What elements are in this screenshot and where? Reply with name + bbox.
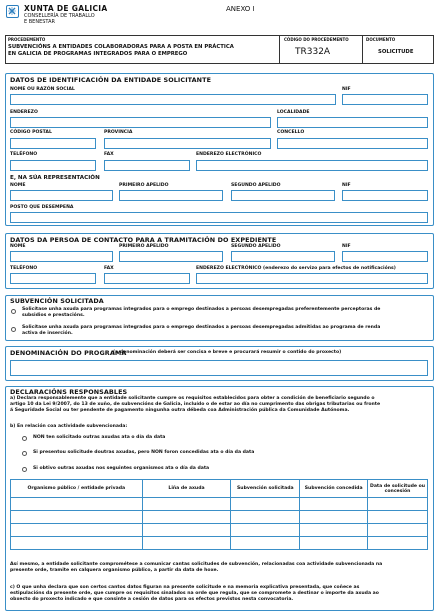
b-option-2-radio[interactable] xyxy=(22,451,27,456)
xunta-logo xyxy=(6,5,19,18)
locality-field[interactable] xyxy=(277,117,428,128)
contact-surname2-label: SEGUNDO APELIDO xyxy=(231,244,281,249)
b-option-2-text: Si presentou solicitude doutras axudas, pero NON foron concedidas ata o día da data xyxy=(33,450,255,455)
fax-field[interactable] xyxy=(104,160,190,171)
address-label: ENDEREZO xyxy=(10,110,38,115)
applicant-nif-label: NIF xyxy=(342,87,351,92)
procedure-code: TR332A xyxy=(295,47,331,57)
b-option-3-text: Si obtivo outras axudas nos seguintes organismos ata o día da data xyxy=(33,466,210,471)
postal-code-label: CÓDIGO POSTAL xyxy=(10,130,52,135)
contact-email-label: ENDEREZO ELECTRÓNICO (enderezo do servizo para efectos de notificacións) xyxy=(196,266,396,271)
annex-label: ANEXO I xyxy=(226,5,255,13)
declaration-commit-line2: presente orde, tramite en calquera organismo público, a partir da data de hoxe. xyxy=(10,568,219,573)
procedure-code-label: CÓDIGO DO PROCEDEMENTO xyxy=(284,37,349,42)
province-label: PROVINCIA xyxy=(104,130,133,135)
address-field[interactable] xyxy=(10,117,271,128)
document-type: SOLICITUDE xyxy=(378,49,414,55)
declaration-c-line1: c) O que unha declara que son certos cantos datos figuran na presente solicitude e na memoria explicativa presentada, que coñece as xyxy=(10,585,360,590)
subsidy-option-1-line2: subsidios e prestacións. xyxy=(22,313,85,318)
contact-phone-label: TELÉFONO xyxy=(10,266,38,271)
contact-nif-field[interactable] xyxy=(342,251,428,262)
rep-surname1-label: PRIMEIRO APELIDO xyxy=(119,183,169,188)
rep-surname2-label: SEGUNDO APELIDO xyxy=(231,183,281,188)
rep-name-field[interactable] xyxy=(10,190,113,201)
rep-position-field[interactable] xyxy=(10,212,428,223)
b-option-1-text: NON ten solicitado outras axudas ata o día da data xyxy=(33,435,166,440)
contact-title: DATOS DA PERSOA DE CONTACTO PARA A TRAMITACIÓN DO EXPEDIENTE xyxy=(10,236,277,244)
contact-surname1-field[interactable] xyxy=(119,251,223,262)
table-row[interactable] xyxy=(11,498,428,511)
contact-fax-label: FAX xyxy=(104,266,114,271)
procedure-title-2: EN GALICIA DE PROGRAMAS INTEGRADOS PARA O EMPREGO xyxy=(8,51,188,57)
procedure-title-1: SUBVENCIÓNS A ENTIDADES COLABORADORAS PARA A POSTA EN PRÁCTICA xyxy=(8,44,234,50)
col-aid-line: Liña de axuda xyxy=(142,480,231,498)
contact-name-field[interactable] xyxy=(10,251,113,262)
subsidy-option-1-radio[interactable] xyxy=(11,309,16,314)
subsidy-option-2-radio[interactable] xyxy=(11,327,16,332)
dept-line-1: CONSELLERÍA DE TRABALLO xyxy=(24,13,95,19)
table-row[interactable] xyxy=(11,537,428,550)
declaration-c-line2: estipulacións da presente orde, que cumpre os requisitos sinalados na orde que regula, que se compromete a destinar o importe da axuda ao xyxy=(10,591,379,596)
declaration-b-intro: b) En relación coa actividade subvencionada: xyxy=(10,424,128,429)
council-field[interactable] xyxy=(277,138,428,149)
declarations-title: DECLARACIÓNS RESPONSABLES xyxy=(10,388,128,396)
province-field[interactable] xyxy=(104,138,271,149)
subsidy-title: SUBVENCIÓN SOLICITADA xyxy=(10,297,104,305)
applicant-name-label: NOME OU RAZÓN SOCIAL xyxy=(10,87,75,92)
rep-nif-label: NIF xyxy=(342,183,351,188)
postal-code-field[interactable] xyxy=(10,138,96,149)
contact-email-field[interactable] xyxy=(196,273,428,284)
contact-nif-label: NIF xyxy=(342,244,351,249)
contact-fax-field[interactable] xyxy=(104,273,190,284)
applicant-name-field[interactable] xyxy=(10,94,336,105)
other-aid-table-header xyxy=(11,480,428,498)
org-name: XUNTA DE GALICIA xyxy=(24,4,108,13)
email-label: ENDEREZO ELECTRÓNICO xyxy=(196,152,262,157)
declaration-c-line3: obxecto do proxecto indicado e que consinte a cesión de datos para os efectos previstos nesta convocatoria. xyxy=(10,597,294,602)
contact-surname2-field[interactable] xyxy=(231,251,335,262)
subsidy-option-2-line2: activa de inserción. xyxy=(22,331,73,336)
email-field[interactable] xyxy=(196,160,428,171)
b-option-1-radio[interactable] xyxy=(22,436,27,441)
subsidy-option-1-line1: Solicítase unha axuda para programas integrados para o emprego destinados a persoas desempregadas preferentemente perceptoras de xyxy=(22,307,381,312)
applicant-nif-field[interactable] xyxy=(342,94,428,105)
applicant-title: DATOS DE IDENTIFICACIÓN DA ENTIDADE SOLICITANTE xyxy=(10,76,212,84)
rep-surname2-field[interactable] xyxy=(231,190,335,201)
contact-surname1-label: PRIMEIRO APELIDO xyxy=(119,244,169,249)
program-title: DENOMINACIÓN DO PROGRAMA xyxy=(10,349,127,357)
col-date: Data de solicitude ou concesión xyxy=(368,480,428,498)
declaration-a-line2: artigo 10 da Lei 9/2007, do 13 de xuño, de subvencións de Galicia, incluído o de estar ao día no cumprimento das obrigas tributarias ou fronte xyxy=(10,402,381,407)
declaration-commit-line1: Así mesmo, a entidade solicitante comprométese a comunicar cantas solicitudes de subvención, relacionadas coa actividade subvencionada na xyxy=(10,562,383,567)
contact-name-label: NOME xyxy=(10,244,26,249)
representative-title: E, NA SÚA REPRESENTACIÓN xyxy=(10,175,100,181)
other-aid-table xyxy=(10,479,428,550)
col-granted: Subvención concedida xyxy=(300,480,368,498)
col-requested: Subvención solicitada xyxy=(231,480,300,498)
locality-label: LOCALIDADE xyxy=(277,110,310,115)
fax-label: FAX xyxy=(104,152,114,157)
table-row[interactable] xyxy=(11,511,428,524)
program-note: (a denominación deberá ser concisa e breve e procurará resumir o contido do proxecto) xyxy=(113,350,342,355)
dept-line-2: E BENESTAR xyxy=(24,19,55,25)
procedure-label: PROCEDEMENTO xyxy=(8,37,46,42)
b-option-3-radio[interactable] xyxy=(22,467,27,472)
contact-phone-field[interactable] xyxy=(10,273,96,284)
rep-position-label: POSTO QUE DESEMPEÑA xyxy=(10,205,74,210)
phone-label: TELÉFONO xyxy=(10,152,38,157)
procedure-divider-1 xyxy=(279,35,280,64)
procedure-divider-2 xyxy=(362,35,363,64)
council-label: CONCELLO xyxy=(277,130,305,135)
rep-nif-field[interactable] xyxy=(342,190,428,201)
document-label: DOCUMENTO xyxy=(366,37,396,42)
table-row[interactable] xyxy=(11,524,428,537)
phone-field[interactable] xyxy=(10,160,96,171)
rep-surname1-field[interactable] xyxy=(119,190,223,201)
declaration-a-line1: a) Declara responsablemente que a entidade solicitante cumpre os requisitos establecidos para obter a condición de beneficiario segundo o xyxy=(10,396,375,401)
col-organism: Organismo público / entidade privada xyxy=(11,480,143,498)
program-name-field[interactable] xyxy=(10,360,428,376)
rep-name-label: NOME xyxy=(10,183,26,188)
subsidy-option-2-line1: Solicítase unha axuda para programas integrados para o emprego destinados a persoas desempregadas admitidas ao programa de renda xyxy=(22,325,381,330)
declaration-a-line3: á Seguridade Social ou ter pendente de pagamento ningunha outra débeda coa Administración pública da Comunidade Autónoma. xyxy=(10,408,350,413)
